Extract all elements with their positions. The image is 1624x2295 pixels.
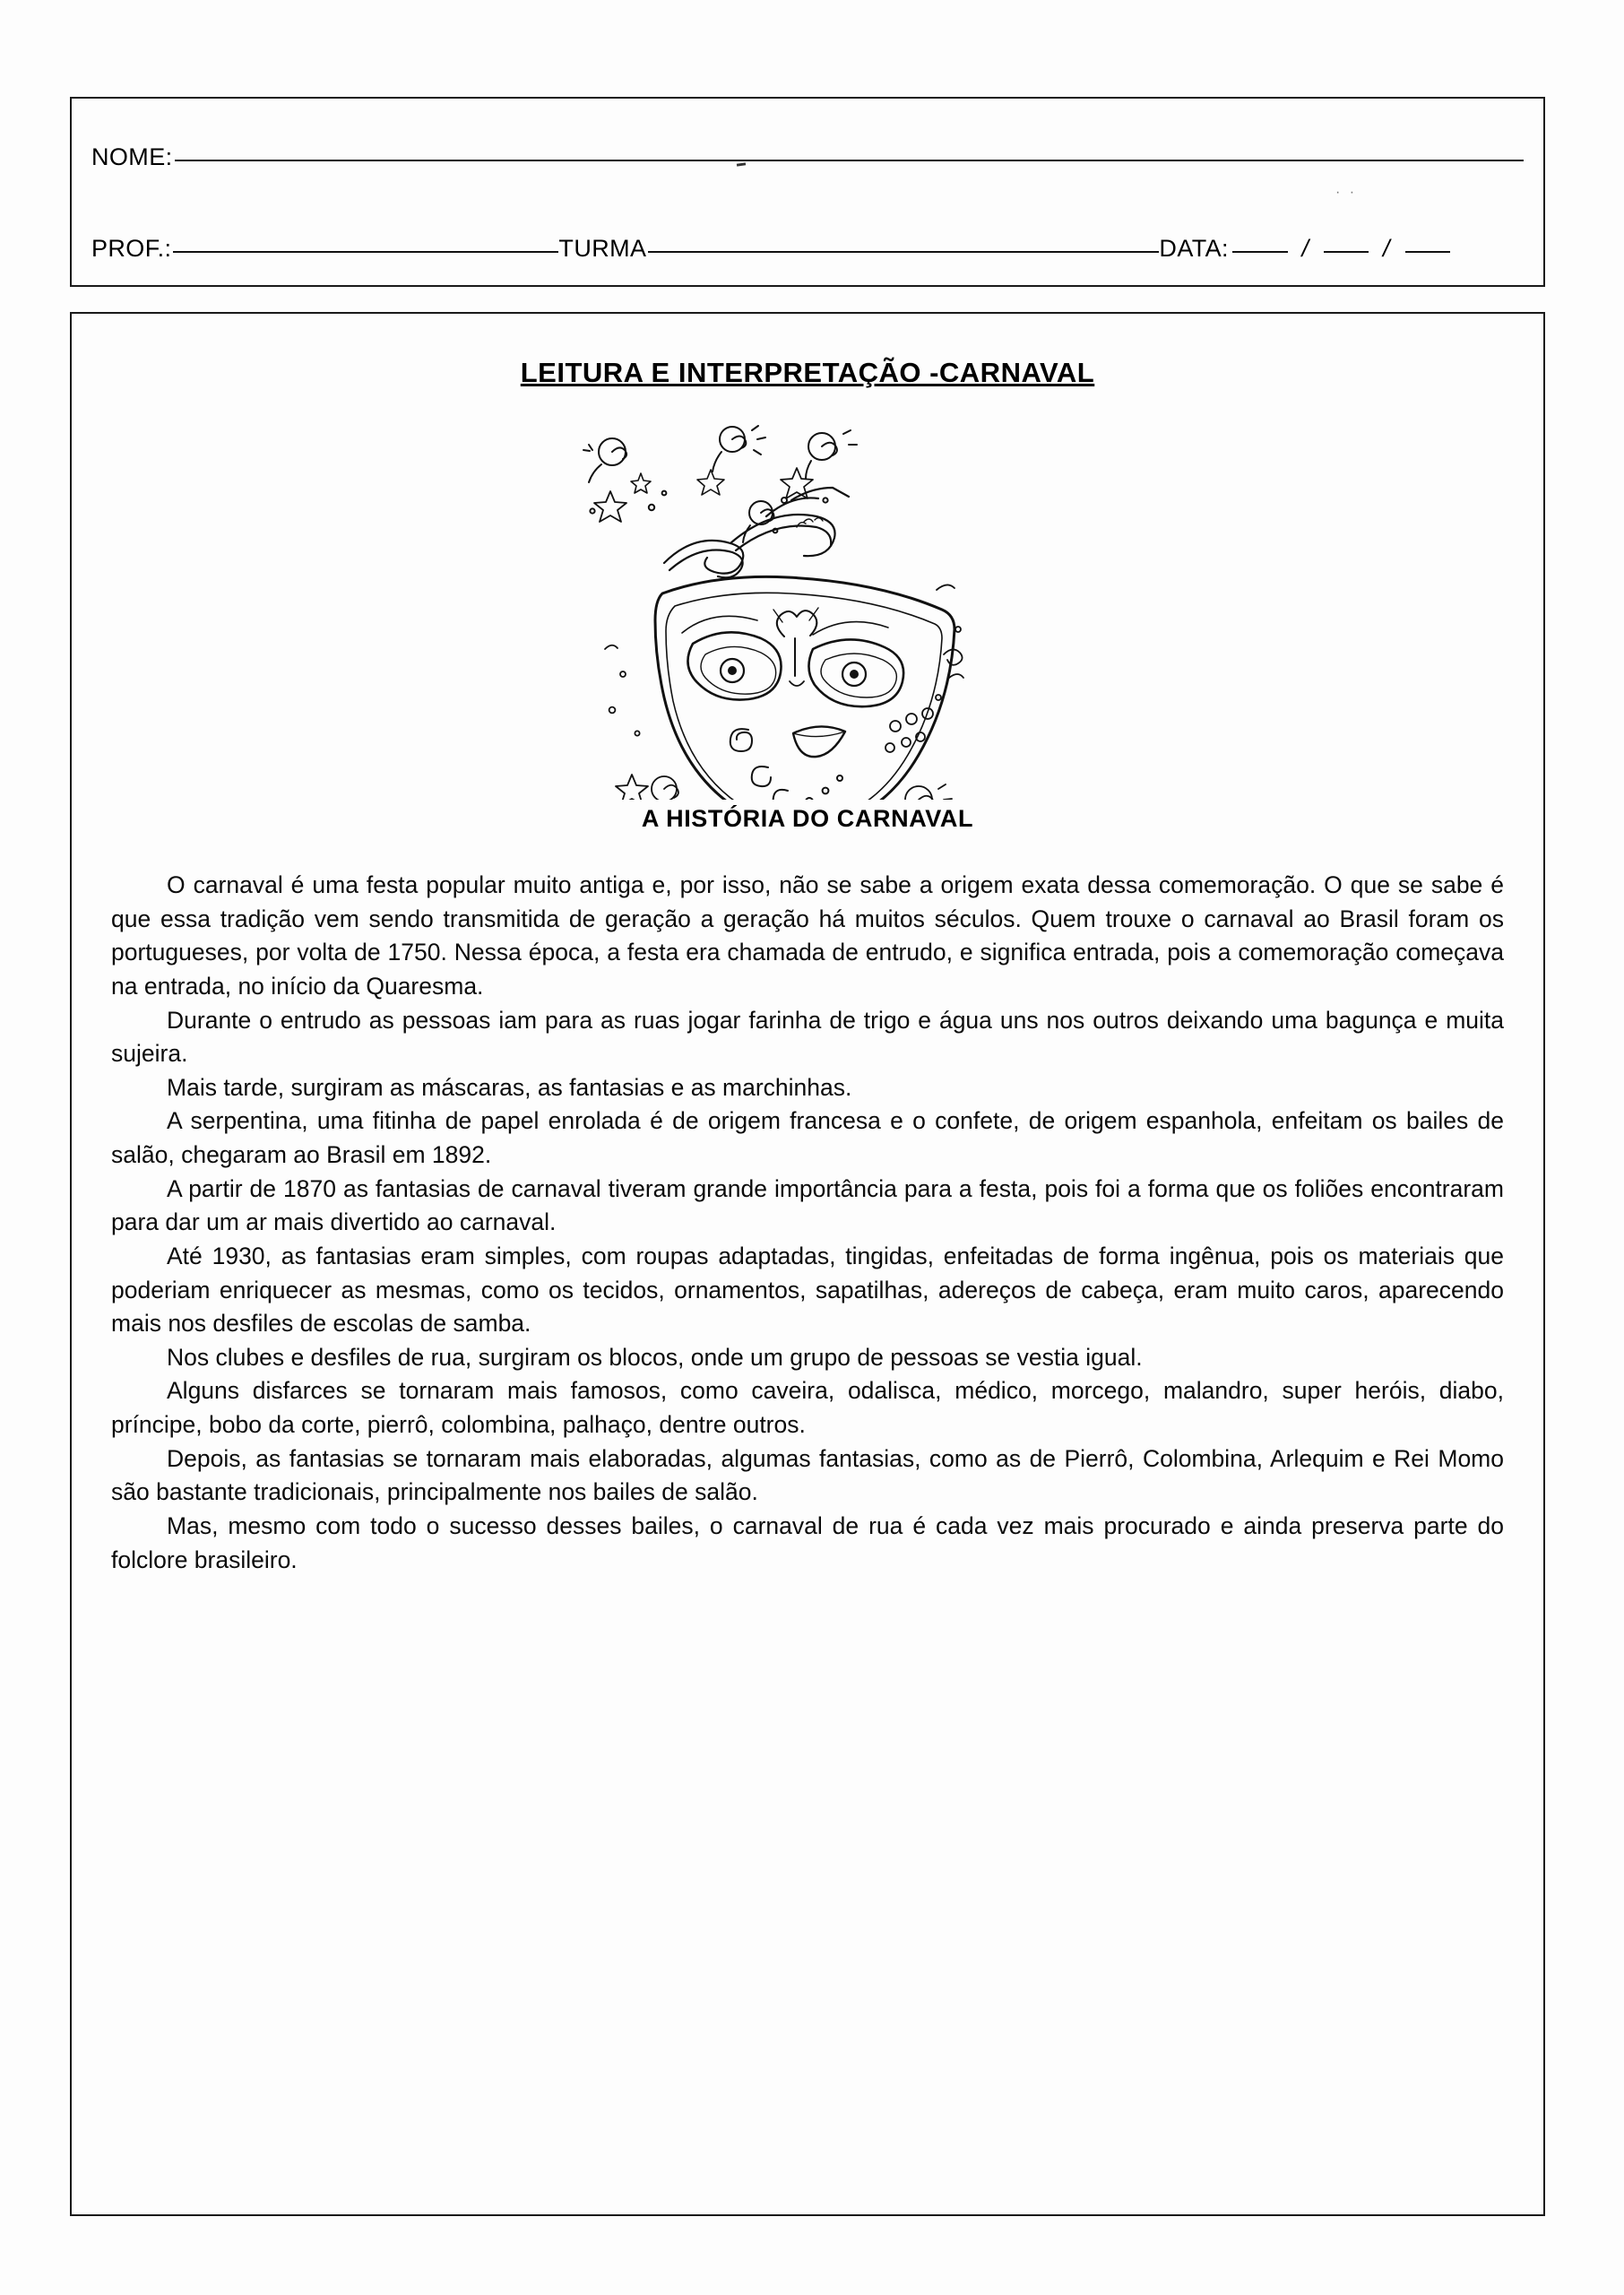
date-separator-2: / — [1383, 235, 1392, 262]
turma-label: TURMA — [558, 235, 647, 262]
paragraph-8: Alguns disfarces se tornaram mais famosos, como caveira, odalisca, médico, morcego, malandro, super heróis, diabo, príncipe, bobo da corte, pierrô, colombina, palhaço, dentre outros. — [111, 1377, 1504, 1438]
name-label: NOME: — [91, 143, 173, 170]
name-input-line[interactable] — [175, 159, 1524, 161]
scan-artifact: · · — [1335, 185, 1358, 200]
prof-label: PROF.: — [91, 235, 172, 262]
date-day-slot[interactable] — [1232, 251, 1288, 253]
paragraph-3: Mais tarde, surgiram as máscaras, as fantasias e as marchinhas. — [167, 1073, 852, 1101]
name-field-row — [72, 143, 1543, 171]
prof-turma-data-row — [72, 235, 1543, 263]
date-month-slot[interactable] — [1324, 251, 1369, 253]
student-info-box — [70, 97, 1545, 287]
turma-input-line[interactable] — [648, 250, 1159, 253]
date-separator-1: / — [1301, 235, 1310, 262]
page-title: LEITURA E INTERPRETAÇÃO -CARNAVAL — [520, 357, 1095, 388]
story-body — [111, 869, 1504, 1577]
date-year-slot[interactable] — [1405, 251, 1450, 253]
paragraph-9: Depois, as fantasias se tornaram mais elaboradas, algumas fantasias, como as de Pierrô, Colombina, Arlequim e Rei Momo são bastante tradicionais, principalmente nos bailes de salão. — [111, 1444, 1504, 1506]
illustration-container — [111, 414, 1504, 800]
data-label: DATA: — [1159, 235, 1229, 262]
paragraph-1: O carnaval é uma festa popular muito antiga e, por isso, não se sabe a origem exata dessa comemoração. O que se sabe é que essa tradição vem sendo transmitida de geração a geração há muitos séculos. Quem trouxe o carnaval ao Brasil foram os portugueses, por volta de 1750. Nessa época, a festa era chamada de entrudo, e significa entrada, pois a comemoração começava na entrada, no início da Quaresma. — [111, 871, 1504, 1000]
carnival-mask-illustration — [557, 414, 1058, 800]
prof-input-line[interactable] — [173, 250, 558, 253]
paragraph-4: A serpentina, uma fitinha de papel enrolada é de origem francesa e o confete, de origem espanhola, enfeitam os bailes de salão, chegaram ao Brasil em 1892. — [111, 1107, 1504, 1168]
story-subtitle: A HISTÓRIA DO CARNAVAL — [641, 805, 974, 832]
paragraph-6: Até 1930, as fantasias eram simples, com roupas adaptadas, tingidas, enfeitadas de forma ingênua, pois os materiais que poderiam enriquecer as mesmas, como os tecidos, ornamentos, sapatilhas, adereços de cabeça, eram muito caros, aparecendo mais nos desfiles de escolas de samba. — [111, 1242, 1504, 1338]
date-input-group[interactable] — [1232, 235, 1450, 263]
content-box — [70, 312, 1545, 2216]
paragraph-5: A partir de 1870 as fantasias de carnaval tiveram grande importância para a festa, pois foi a forma que os foliões encontraram para dar um ar mais divertido ao carnaval. — [111, 1174, 1504, 1236]
paragraph-10: Mas, mesmo com todo o sucesso desses bailes, o carnaval de rua é cada vez mais procurado e ainda preserva parte do folclore brasileiro. — [111, 1511, 1504, 1573]
paragraph-7: Nos clubes e desfiles de rua, surgiram os blocos, onde um grupo de pessoas se vestia igual. — [167, 1343, 1143, 1371]
paragraph-2: Durante o entrudo as pessoas iam para as ruas jogar farinha de trigo e água uns nos outros deixando uma bagunça e muita sujeira. — [111, 1006, 1504, 1068]
